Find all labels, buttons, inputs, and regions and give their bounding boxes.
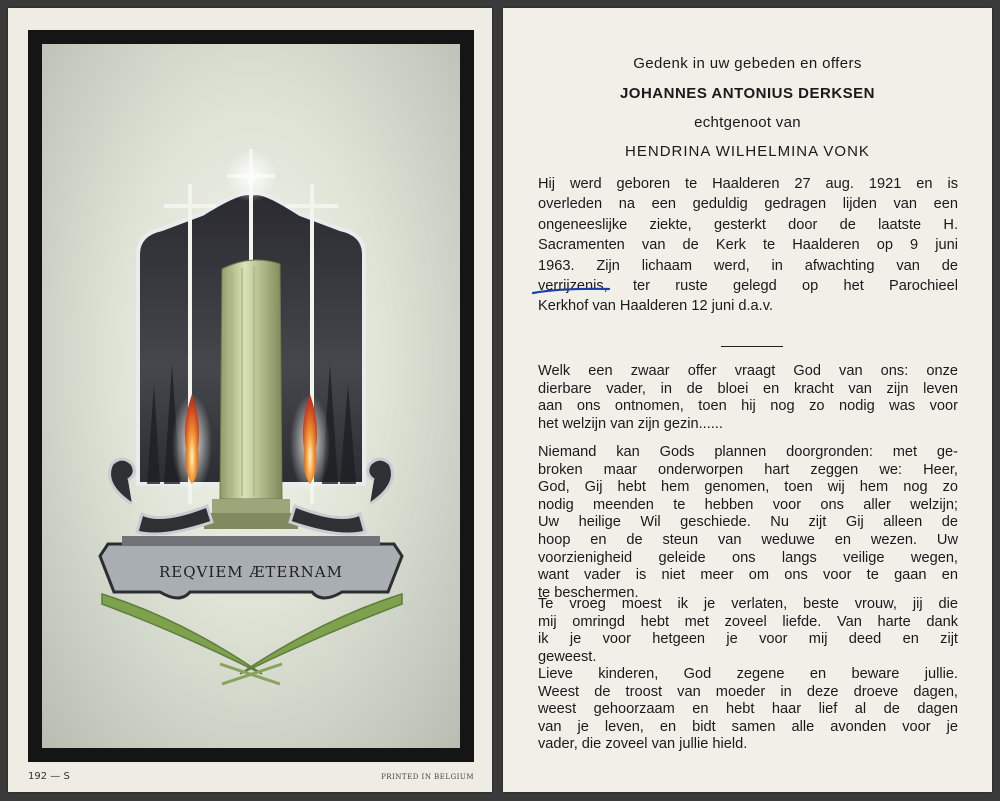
text-line: broken maar onderworpen hart zeggen we: Heer, bbox=[538, 461, 958, 478]
text-line: het welzijn van zijn gezin...... bbox=[538, 415, 723, 432]
deceased-name: JOHANNES ANTONIUS DERKSEN bbox=[619, 85, 876, 102]
text-line: hoop en de steun van weduwe en wezen. Uw bbox=[538, 531, 958, 548]
divider-line bbox=[721, 346, 783, 347]
right-card-text-side bbox=[503, 8, 992, 792]
text-line: want vader is niet meer om ons voor te gaan en bbox=[538, 567, 958, 584]
religious-illustration bbox=[42, 44, 460, 748]
left-card-image-side bbox=[8, 8, 492, 792]
text-line: Weest de troost van moeder in deze droeve dagen, bbox=[538, 683, 958, 700]
memorial-intro: Gedenk in uw gebeden en offers bbox=[633, 55, 862, 72]
prayer-paragraph-1 bbox=[538, 363, 958, 433]
text-line: vader, die zoveel van jullie hield. bbox=[538, 736, 748, 753]
spouse-label: echtgenoot van bbox=[694, 114, 801, 131]
card-number: 192 — S bbox=[28, 771, 70, 782]
text-line: Welk een zwaar offer vraagt God van ons: onze bbox=[538, 363, 958, 379]
text-line: dierbare vader, in de bloei en kracht van zijn leven bbox=[538, 380, 958, 397]
text-line: van je leven, en bidt samen alle avonden voor je bbox=[538, 718, 958, 735]
bio-line: Kerkhof van Haalderen 12 juni d.a.v. bbox=[538, 298, 773, 315]
text-line: mij omringd hebt met zoveel liefde. Van harte dank bbox=[538, 613, 958, 630]
bio-line: Sacramenten van de Kerk te Haalderen op 9 juni bbox=[538, 237, 958, 254]
prayer-paragraph-4 bbox=[538, 666, 958, 754]
bio-line: 1963. Zijn lichaam werd, in afwachting van de bbox=[538, 257, 958, 274]
spouse-name: HENDRINA WILHELMINA VONK bbox=[625, 143, 870, 160]
bio-line: overleden na een geduldig gedragen lijden van een bbox=[538, 196, 958, 213]
text-line: Te vroeg moest ik je verlaten, beste vrouw, jij die bbox=[538, 596, 958, 612]
text-line: voorzienigheid geleide ons langs veilige wegen, bbox=[538, 549, 958, 566]
bio-line: Hij werd geboren te Haalderen 27 aug. 1921 en is bbox=[538, 176, 958, 192]
pen-underline-mark bbox=[531, 286, 611, 296]
requiem-banner-text: REQVIEM ÆTERNAM bbox=[159, 563, 343, 581]
text-line: weest gehoorzaam en hebt haar lief al de dagen bbox=[538, 701, 958, 718]
text-line: Niemand kan Gods plannen doorgronden: met ge- bbox=[538, 444, 958, 460]
prayer-paragraph-2 bbox=[538, 444, 958, 602]
printer-note: PRINTED IN BELGIUM bbox=[381, 773, 474, 781]
black-border-frame bbox=[28, 30, 474, 762]
bio-line: verrijzenis, ter ruste gelegd op het Parochieel bbox=[538, 278, 958, 295]
text-line: te beschermen. bbox=[538, 584, 639, 601]
text-line: geweest. bbox=[538, 648, 597, 665]
text-line: nodig meenden te hebben voor ons aller welzijn; bbox=[538, 496, 958, 513]
bio-line: ongeneeslijke ziekte, gesterkt door de laatste H. bbox=[538, 216, 958, 233]
text-line: aan ons ontnomen, toen hij nog zo nodig was voor bbox=[538, 398, 958, 415]
text-line: God, Gij hebt hem genomen, toen wij hem nog zo bbox=[538, 479, 958, 496]
text-line: Lieve kinderen, God zegene en beware jullie. bbox=[538, 666, 958, 682]
prayer-paragraph-3 bbox=[538, 596, 958, 666]
text-line: Uw heilige Wil geschiede. Nu zijt Gij alleen de bbox=[538, 514, 958, 531]
text-line: ik je voor hetgeen je voor mij deed en zijt bbox=[538, 631, 958, 648]
altar-with-column-illustration bbox=[42, 44, 460, 748]
